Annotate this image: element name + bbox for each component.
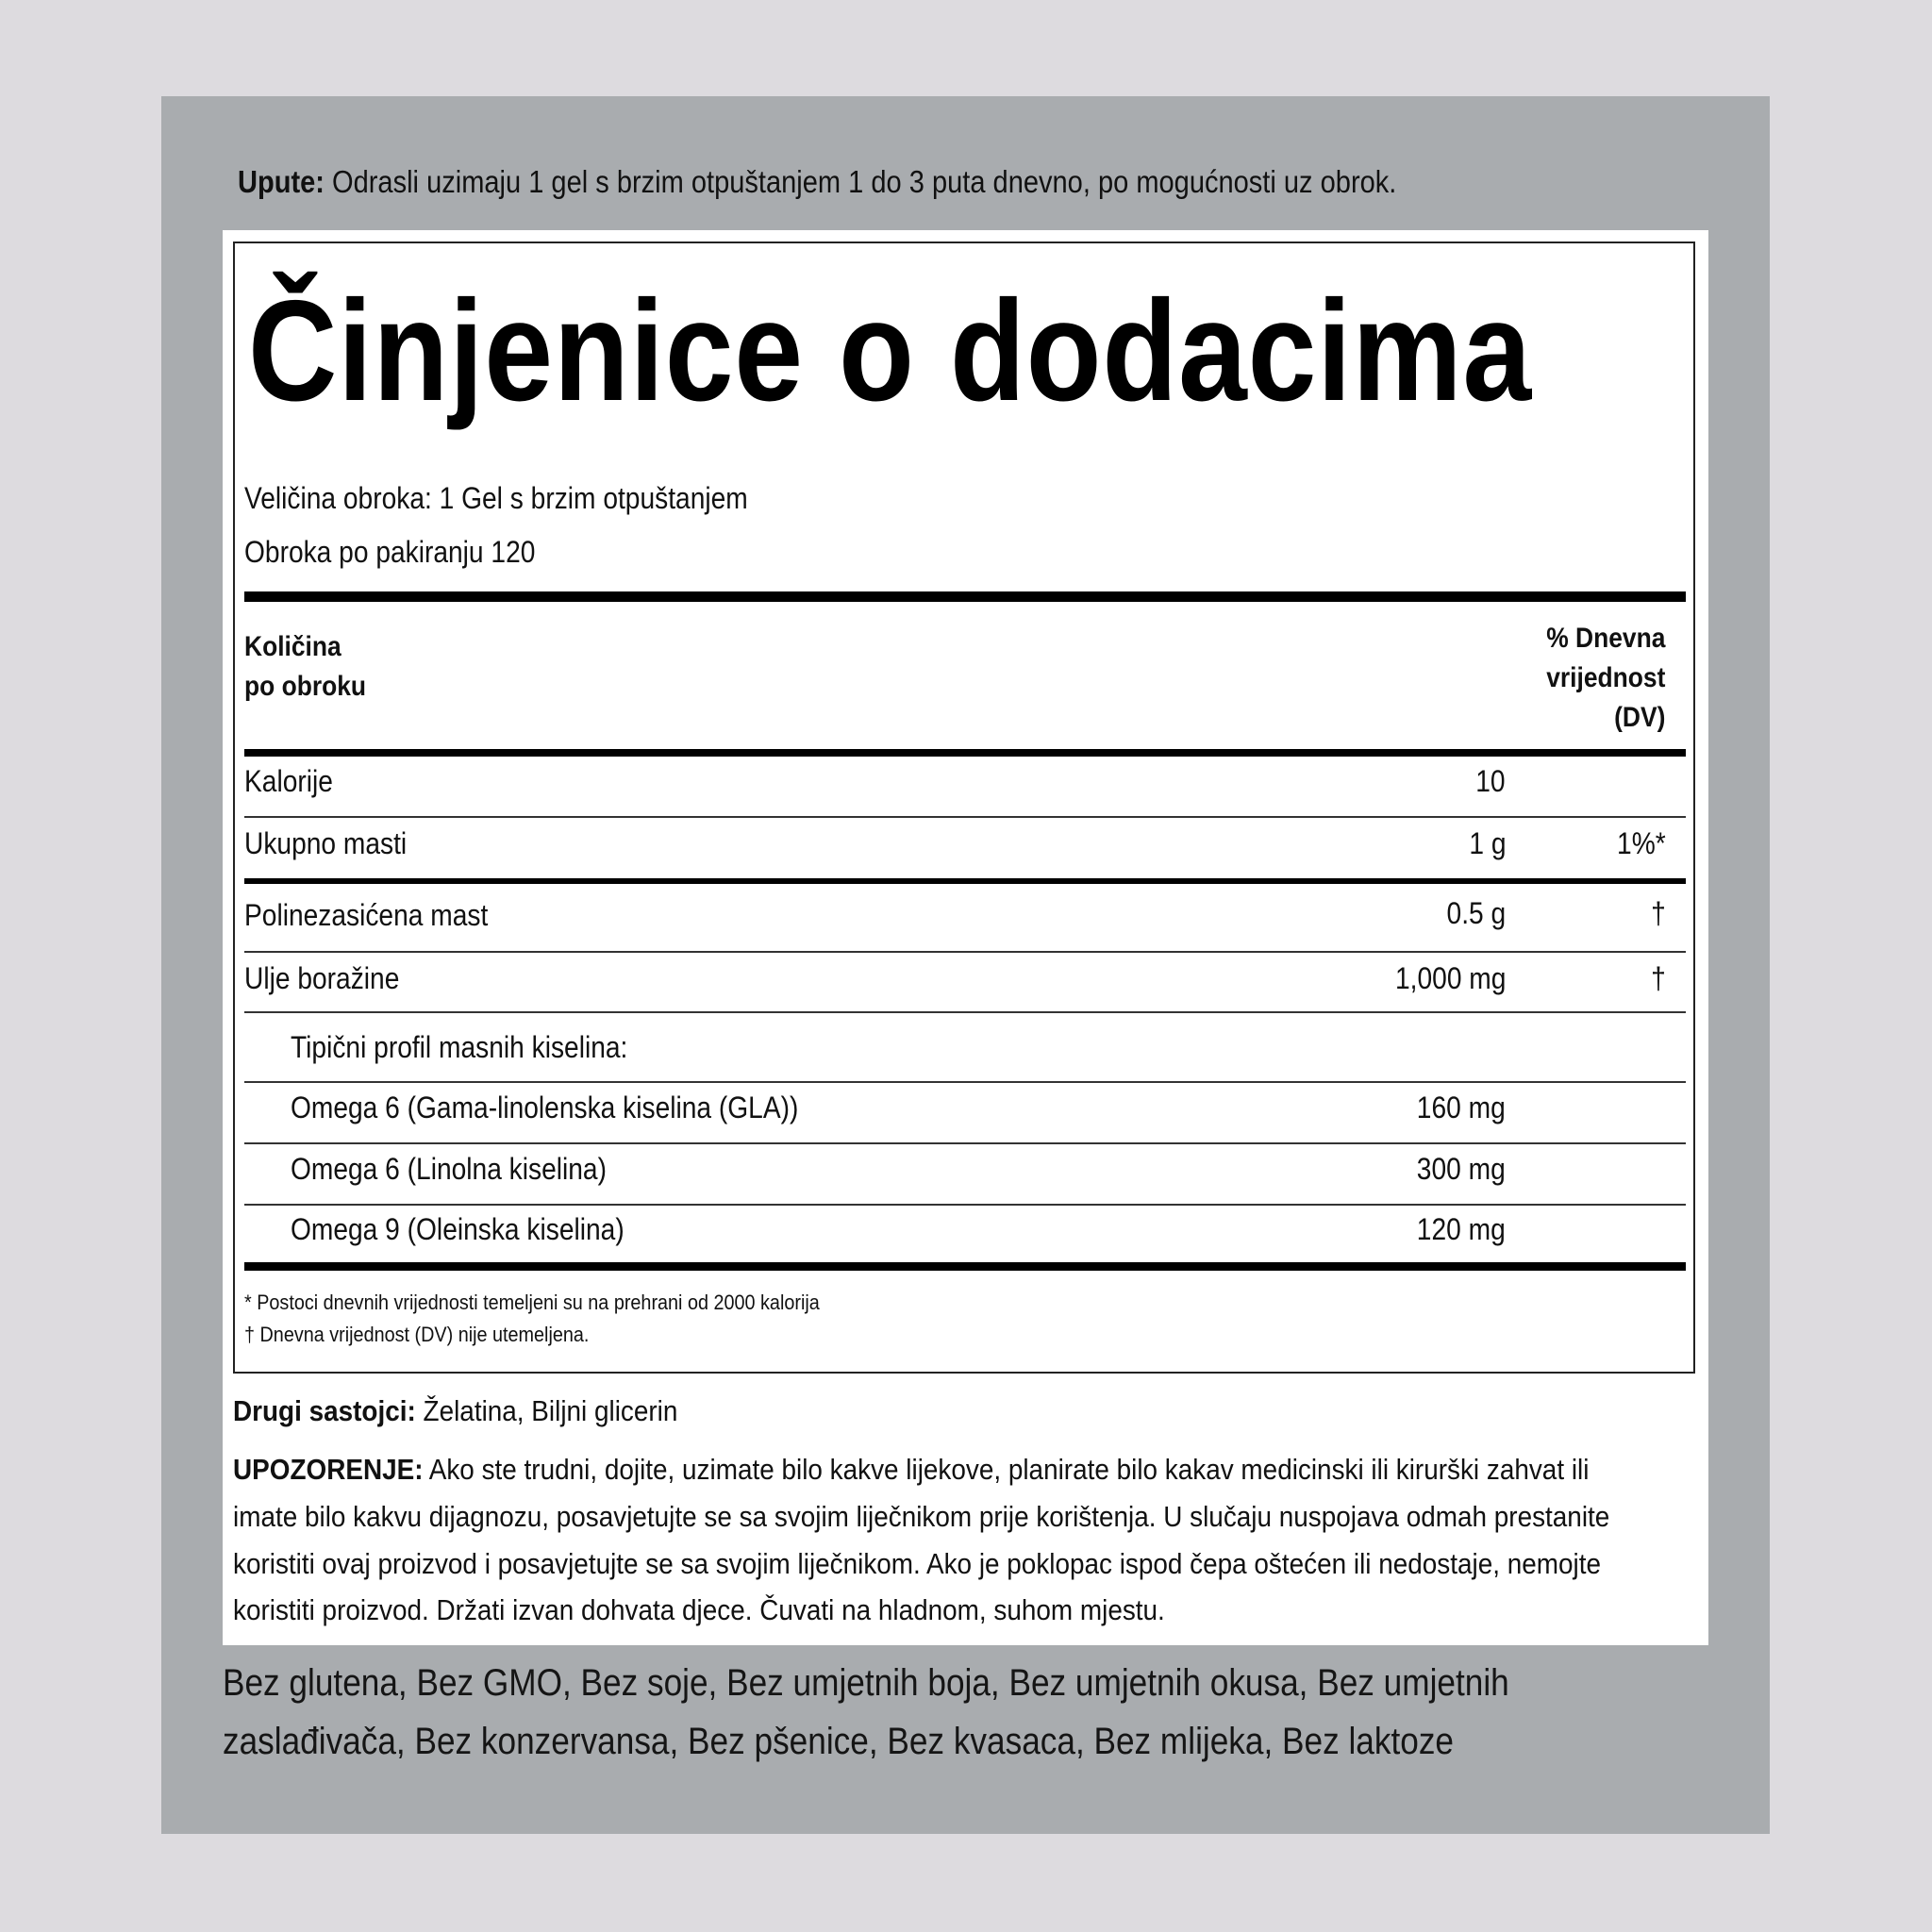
row-name: Tipični profil masnih kiselina:: [291, 1030, 628, 1064]
row-dv: 1%*: [1617, 826, 1666, 860]
row-divider: [244, 951, 1686, 953]
row-divider: [244, 816, 1686, 818]
warning-line-4: koristiti proizvod. Držati izvan dohvata djece. Čuvati na hladnom, suhom mjestu.: [233, 1593, 1165, 1626]
row-amount: 1,000 mg: [1394, 961, 1506, 995]
other-ingredients: [233, 1394, 677, 1428]
row-divider: [244, 1011, 1686, 1013]
row-amount: 0.5 g: [1446, 896, 1506, 930]
thick-rule-header: [244, 749, 1686, 757]
row-name: Ulje boražine: [244, 961, 400, 995]
row-name: Omega 6 (Linolna kiselina): [291, 1152, 607, 1186]
free-from-line-1: Bez glutena, Bez GMO, Bez soje, Bez umjetnih boja, Bez umjetnih okusa, Bez umjetnih: [223, 1662, 1509, 1704]
row-name: Ukupno masti: [244, 826, 408, 860]
row-amount: 1 g: [1468, 826, 1506, 860]
warning-line-2: imate bilo kakvu dijagnozu, posavjetujte se sa svojim liječnikom prije korištenja. U slučaju nuspojava odmah prestanite: [233, 1500, 1610, 1533]
footnote-dagger: † Dnevna vrijednost (DV) nije utemeljena.: [244, 1323, 590, 1346]
row-divider: [244, 1204, 1686, 1206]
warning-line-3: koristiti ovaj proizvod i posavjetujte se sa svojim liječnikom. Ako je poklopac ispod čepa oštećen ili nedostaje, nemojte: [233, 1547, 1601, 1580]
row-dv: †: [1651, 961, 1666, 995]
row-divider: [244, 1142, 1686, 1144]
other-ingredients-text: Želatina, Biljni glicerin: [415, 1394, 678, 1427]
row-name: Omega 6 (Gama-linolenska kiselina (GLA)): [291, 1091, 799, 1124]
row-name: Polinezasićena mast: [244, 898, 489, 932]
other-ingredients-label: Drugi sastojci:: [233, 1394, 416, 1427]
header-daily-value: % Dnevna vrijednost (DV): [1545, 623, 1665, 733]
servings-per-container: Obroka po pakiranju 120: [244, 535, 536, 569]
row-dv: †: [1651, 896, 1666, 930]
row-amount: 10: [1475, 764, 1506, 798]
directions-label: Upute:: [238, 164, 325, 199]
row-name: Kalorije: [244, 764, 333, 798]
directions: [238, 164, 1396, 200]
row-amount: 300 mg: [1417, 1152, 1506, 1186]
thick-rule-top: [244, 591, 1686, 602]
header-amount: Količina po obroku: [244, 631, 367, 702]
row-divider: [244, 1081, 1686, 1083]
thick-rule-bottom: [244, 1262, 1686, 1271]
row-name: Omega 9 (Oleinska kiselina): [291, 1212, 625, 1246]
free-from-line-2: zaslađivača, Bez konzervansa, Bez pšenice, Bez kvasaca, Bez mlijeka, Bez laktoze: [223, 1721, 1454, 1762]
row-amount: 120 mg: [1417, 1212, 1506, 1246]
warning-line-1: UPOZORENJE: Ako ste trudni, dojite, uzimate bilo kakve lijekove, planirate bilo kakav medicinski ili kirurški zahvat ili: [233, 1453, 1590, 1486]
directions-text: Odrasli uzimaju 1 gel s brzim otpuštanjem 1 do 3 puta dnevno, po mogućnosti uz obrok.: [324, 164, 1397, 199]
serving-size: Veličina obroka: 1 Gel s brzim otpuštanjem: [244, 481, 748, 515]
footnote-percent: * Postoci dnevnih vrijednosti temeljeni su na prehrani od 2000 kalorija: [244, 1291, 820, 1314]
medium-rule: [244, 878, 1686, 884]
facts-title: Činjenice o dodacima: [248, 271, 1533, 431]
warning-label: UPOZORENJE:: [233, 1453, 424, 1486]
row-amount: 160 mg: [1417, 1091, 1506, 1124]
